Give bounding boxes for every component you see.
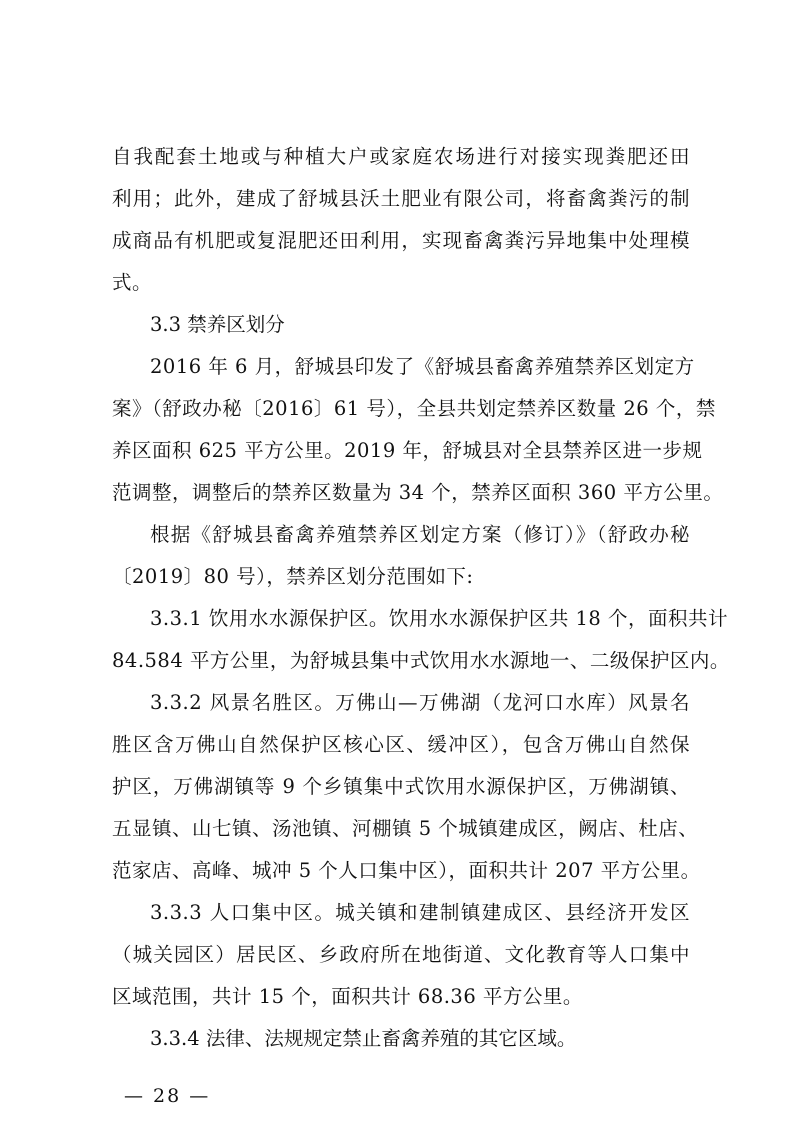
paragraph-line: 五显镇、山七镇、汤池镇、河棚镇 5 个城镇建成区，阙店、杜店、: [112, 817, 699, 840]
paragraph-line: 范家店、高峰、城冲 5 个人口集中区），面积共计 207 平方公里。: [112, 859, 701, 882]
paragraph-line: 2016 年 6 月，舒城县印发了《舒城县畜禽养殖禁养区划定方: [150, 355, 695, 378]
section-heading: 3.3.4 法律、法规规定禁止畜禽养殖的其它区域。: [150, 1027, 577, 1050]
paragraph-line: 3.3.2 风景名胜区。万佛山—万佛湖（龙河口水库）风景名: [150, 691, 690, 714]
paragraph-line: 〔2019〕80 号），禁养区划分范围如下:: [112, 565, 474, 588]
paragraph-line: 案》（舒政办秘〔2016〕61 号），全县共划定禁养区数量 26 个，禁: [112, 397, 716, 420]
paragraph-line: 成商品有机肥或复混肥还田利用，实现畜禽粪污异地集中处理模: [112, 229, 690, 252]
paragraph-line: 区域范围，共计 15 个，面积共计 68.36 平方公里。: [112, 985, 583, 1008]
section-heading: 3.3 禁养区划分: [150, 313, 285, 336]
paragraph-line: 利用；此外，建成了舒城县沃土肥业有限公司，将畜禽粪污的制: [112, 187, 690, 210]
paragraph-line: 3.3.3 人口集中区。城关镇和建制镇建成区、县经济开发区: [150, 901, 690, 924]
paragraph-line: 自我配套土地或与种植大户或家庭农场进行对接实现粪肥还田: [112, 145, 690, 168]
paragraph-line: 式。: [112, 271, 153, 294]
paragraph-line: 护区，万佛湖镇等 9 个乡镇集中式饮用水源保护区，万佛湖镇、: [112, 775, 690, 798]
paragraph-line: 3.3.1 饮用水水源保护区。饮用水水源保护区共 18 个，面积共计: [150, 607, 729, 630]
paragraph-line: 范调整，调整后的禁养区数量为 34 个，禁养区面积 360 平方公里。: [112, 481, 724, 504]
paragraph-line: （城关园区）居民区、乡政府所在地街道、文化教育等人口集中: [112, 943, 690, 966]
paragraph-line: 根据《舒城县畜禽养殖禁养区划定方案（修订）》（舒政办秘: [150, 523, 690, 546]
paragraph-line: 84.584 平方公里，为舒城县集中式饮用水水源地一、二级保护区内。: [112, 649, 730, 672]
paragraph-line: 胜区含万佛山自然保护区核心区、缓冲区），包含万佛山自然保: [112, 733, 690, 756]
page-number: — 28 —: [124, 1085, 211, 1107]
paragraph-line: 养区面积 625 平方公里。2019 年，舒城县对全县禁养区进一步规: [112, 439, 703, 462]
